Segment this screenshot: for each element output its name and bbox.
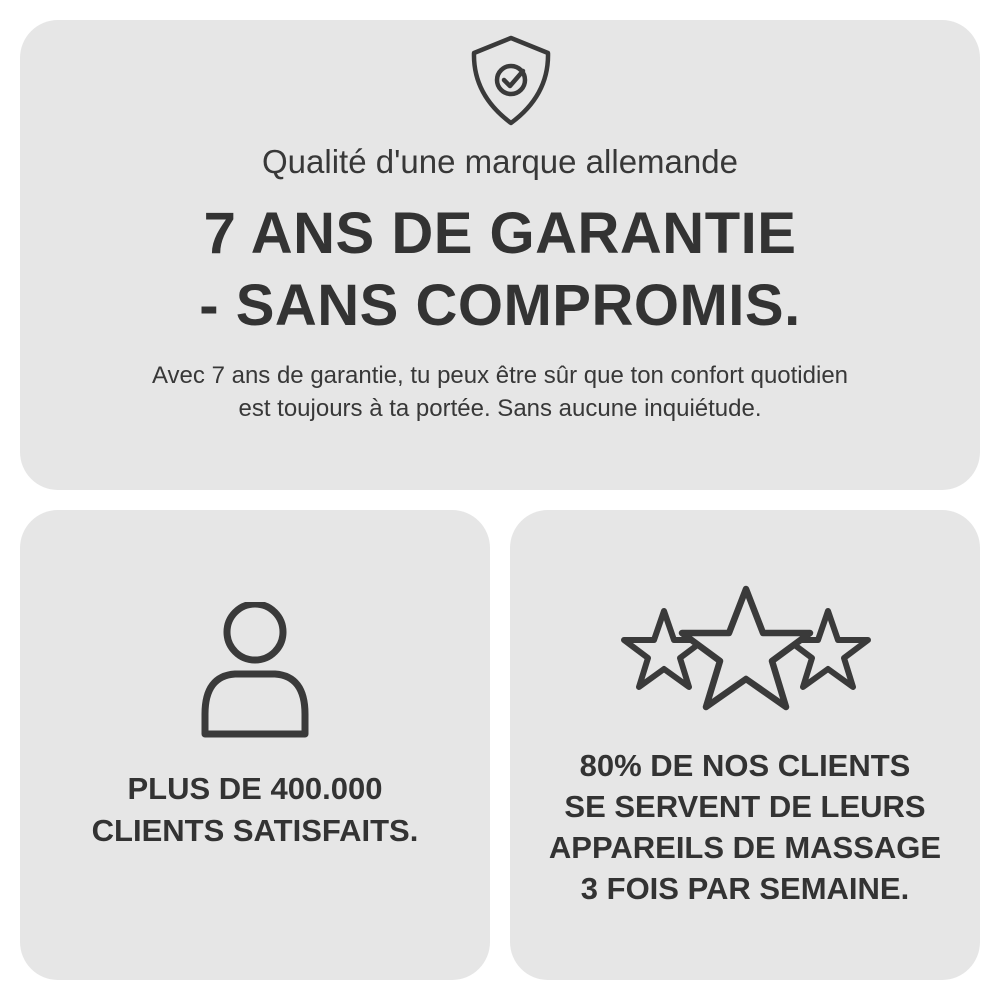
warranty-description: Avec 7 ans de garantie, tu peux être sûr que ton confort quotidien est toujours à ta portée. Sans aucune inquiétude. [151,362,849,422]
usage-stat-line4: 3 FOIS PAR SEMAINE. [580,871,910,906]
customers-stat-line1: PLUS DE 400.000 [127,771,383,806]
usage-stat-line3: APPAREILS DE MASSAGE [548,830,942,865]
warranty-subtitle: Qualité d'une marque allemande [262,143,738,180]
customers-stat [20,768,490,852]
usage-stat-line2: SE SERVENT DE LEURS [564,789,926,824]
shield-check-icon [466,33,556,129]
usage-stat-line1: 80% DE NOS CLIENTS [579,748,911,783]
three-stars-icon [618,585,874,729]
warranty-headline-line2: - SANS COMPROMIS. [199,273,801,338]
usage-stat [510,745,980,909]
customers-stat-line2: CLIENTS SATISFAITS. [91,813,419,848]
user-icon [195,602,315,742]
warranty-headline-line1: 7 ANS DE GARANTIE [203,201,797,266]
warranty-card [20,20,980,490]
warranty-headline [20,198,980,342]
usage-card [510,510,980,980]
customers-card [20,510,490,980]
